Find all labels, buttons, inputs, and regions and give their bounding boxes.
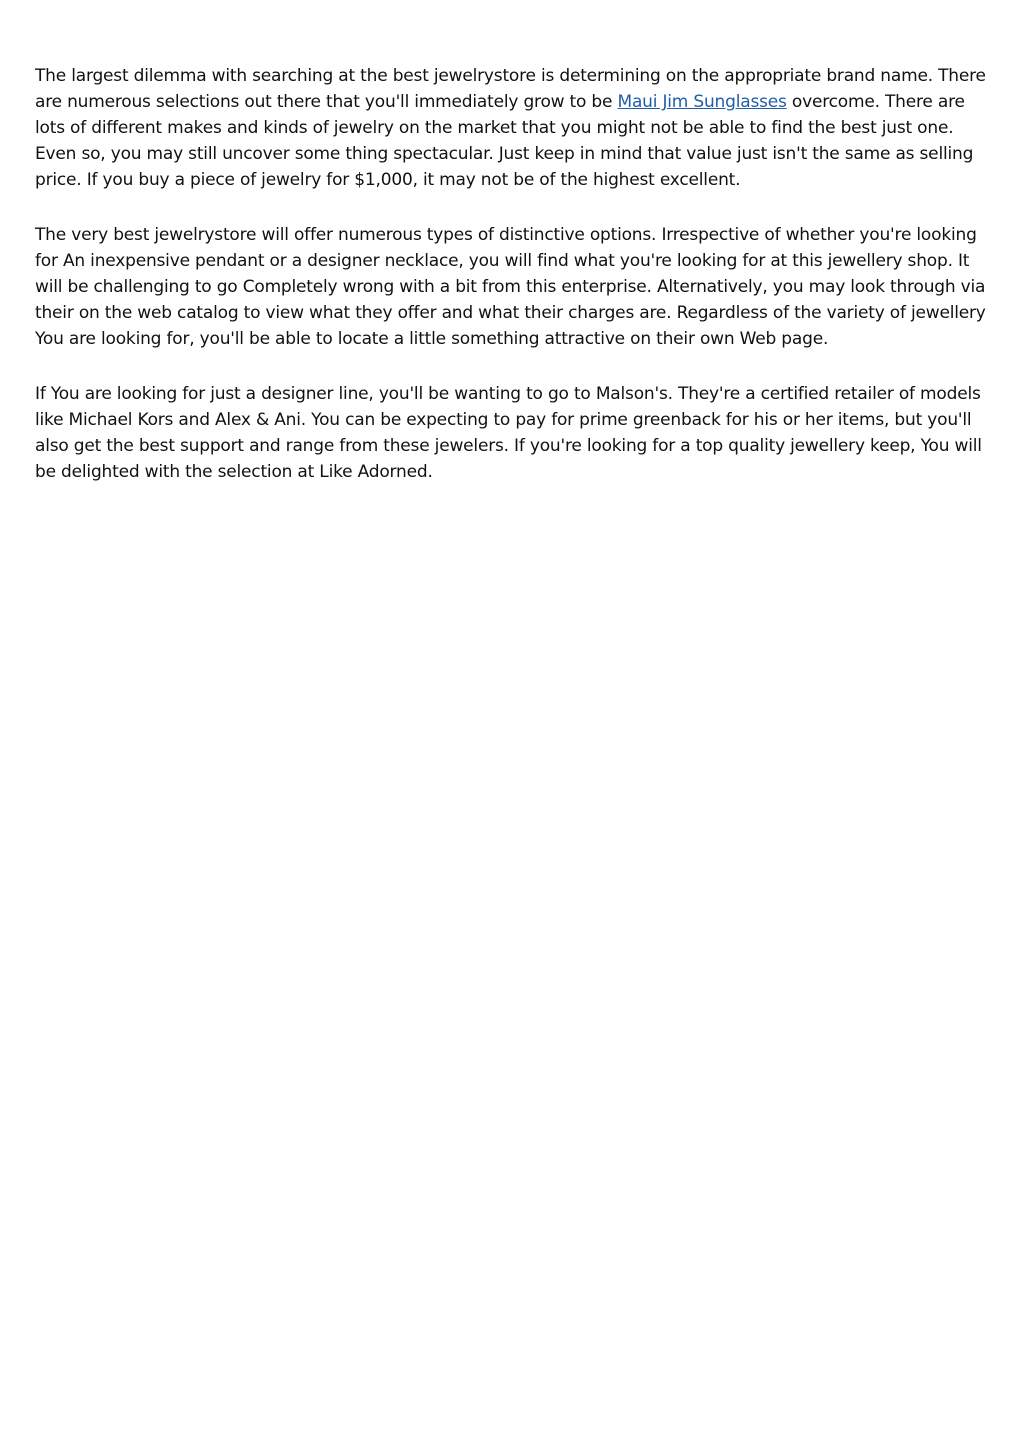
paragraph-1-text-after-link: overcome. There are lots of different makes and kinds of jewelry on the market that you might not be able to find the best just one. Even so, you may still uncover some thing spectacular. Just keep in mind that value just isn't the same as selling price. If you buy a piece of jewelry for $1,000, it may not be of the highest excellent. — [35, 92, 974, 190]
document-body — [35, 63, 995, 514]
paragraph-3: If You are looking for just a designer line, you'll be wanting to go to Malson's. They're a certified retailer of models like Michael Kors and Alex & Ani. You can be expecting to pay for prime greenback for his or her items, but you'll also get the best support and range from these jewelers. If you're looking for a top quality jewellery keep, You will be delighted with the selection at Like Adorned. — [35, 384, 982, 482]
paragraph-2: The very best jewelrystore will offer numerous types of distinctive options. Irrespective of whether you're looking for An inexpensive pendant or a designer necklace, you will find what you're looking for at this jewellery shop. It will be challenging to go Completely wrong with a bit from this enterprise. Alternatively, you may look through via their on the web catalog to view what they offer and what their charges are. Regardless of the variety of jewellery You are looking for, you'll be able to locate a little something attractive on their own Web page. — [35, 225, 986, 349]
paragraph-1-text-before-link: The largest dilemma with searching at the best jewelrystore is determining on the appropriate brand name. There are numerous selections out there that you'll immediately grow to be — [35, 66, 986, 112]
maui-jim-sunglasses-link[interactable]: Maui Jim Sunglasses — [617, 92, 787, 112]
paragraph-1 — [35, 63, 995, 193]
